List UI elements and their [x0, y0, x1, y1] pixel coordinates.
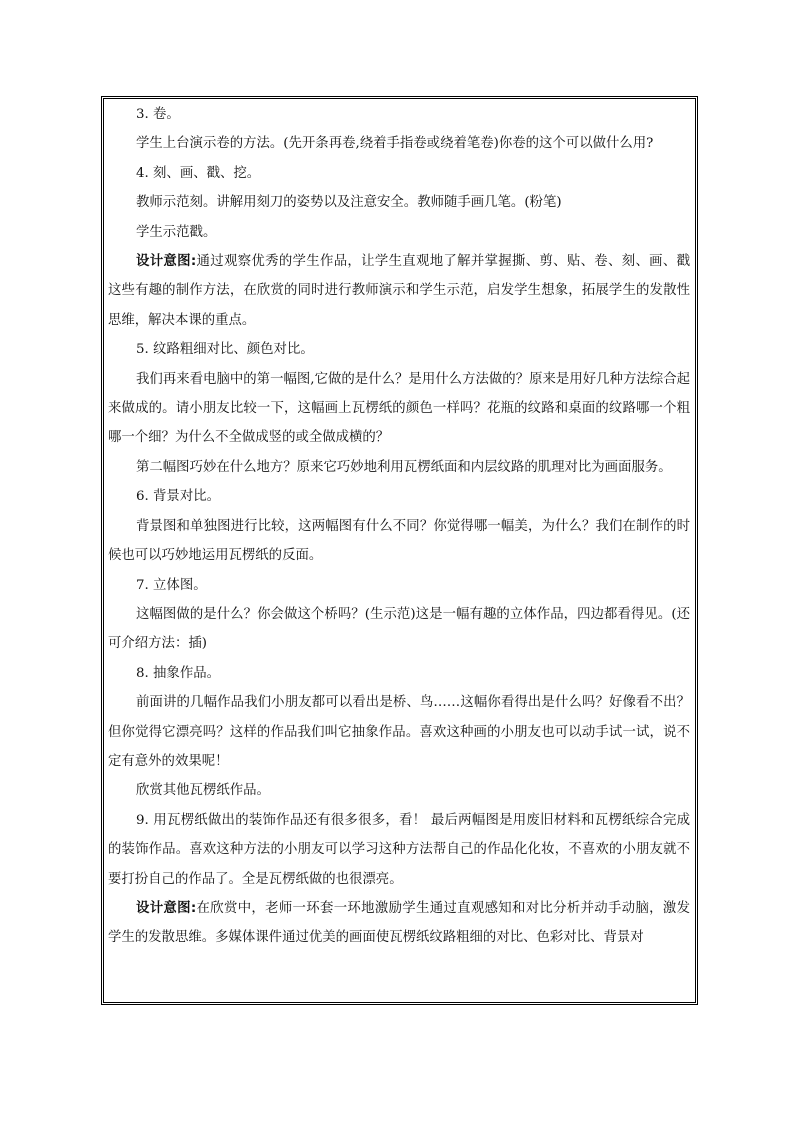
paragraph-13: 这幅图做的是什么？你会做这个桥吗？(生示范)这是一幅有趣的立体作品，四边都看得见。(还可介绍方法：插) [108, 606, 690, 652]
paragraph-6 [108, 247, 690, 335]
design-intent-text-1: 通过观察优秀的学生作品，让学生直观地了解并掌握撕、剪、贴、卷、刻、画、戳这些有趣的制作方法，在欣赏的同时进行教师演示和学生示范，启发学生想象，拓展学生的发散性思维，解决本课的重点。 [108, 254, 690, 328]
paragraph-12: 7. 立体图。 [136, 577, 207, 593]
paragraph-17: 9. 用瓦楞纸做出的装饰作品还有很多很多，看！ 最后两幅图是用废旧材料和瓦楞纸综合完成的装饰作品。喜欢这种方法的小朋友可以学习这种方法帮自己的作品化化妆，不喜欢的小朋友就不要打扮自己的作品了。全是瓦楞纸做的也很漂亮。 [108, 812, 690, 887]
paragraph-1: 3. 卷。 [136, 107, 180, 122]
paragraph-16: 欣赏其他瓦楞纸作品。 [136, 783, 270, 799]
paragraph-2: 学生上台演示卷的方法。(先开条再卷,绕着手指卷或绕着笔卷)你卷的这个可以做什么用? [136, 136, 654, 152]
document-content [108, 100, 690, 953]
paragraph-11: 背景图和单独图进行比较，这两幅图有什么不同？你觉得哪一幅美，为什么？我们在制作的时候也可以巧妙地运用瓦楞纸的反面。 [108, 518, 690, 564]
paragraph-3: 4. 刻、画、戳、挖。 [136, 165, 261, 181]
paragraph-9: 第二幅图巧妙在什么地方？原来它巧妙地利用瓦楞纸面和内层纹路的肌理对比为画面服务。 [136, 459, 672, 475]
paragraph-15: 前面讲的几幅作品我们小朋友都可以看出是桥、鸟……这幅你看得出是什么吗？好像看不出？但你觉得它漂亮吗？这样的作品我们叫它抽象作品。喜欢这种画的小朋友也可以动手试一试，说不定有意外的效果呢！ [108, 695, 690, 769]
paragraph-14: 8. 抽象作品。 [136, 665, 220, 681]
design-intent-text-2: 在欣赏中，老师一环套一环地激励学生通过直观感知和对比分析并动手动脑，激发学生的发散思维。多媒体课件通过优美的画面使瓦楞纸纹路粗细的对比、色彩对比、背景对 [108, 900, 690, 946]
paragraph-8: 我们再来看电脑中的第一幅图,它做的是什么？是用什么方法做的？原来是用好几种方法综合起来做成的。请小朋友比较一下，这幅画上瓦楞纸的颜色一样吗？花瓶的纹路和桌面的纹路哪一个粗哪一个细？为什么不全做成竖的或全做成横的？ [108, 371, 690, 446]
design-intent-label-2: 设计意图: [136, 900, 197, 916]
paragraph-18 [108, 894, 690, 953]
design-intent-label-1: 设计意图: [136, 254, 197, 270]
paragraph-5: 学生示范戳。 [136, 224, 217, 240]
paragraph-4: 教师示范刻。讲解用刻刀的姿势以及注意安全。教师随手画几笔。(粉笔) [136, 195, 562, 211]
paragraph-7: 5. 纹路粗细对比、颜色对比。 [136, 342, 314, 358]
paragraph-10: 6. 背景对比。 [136, 489, 220, 505]
